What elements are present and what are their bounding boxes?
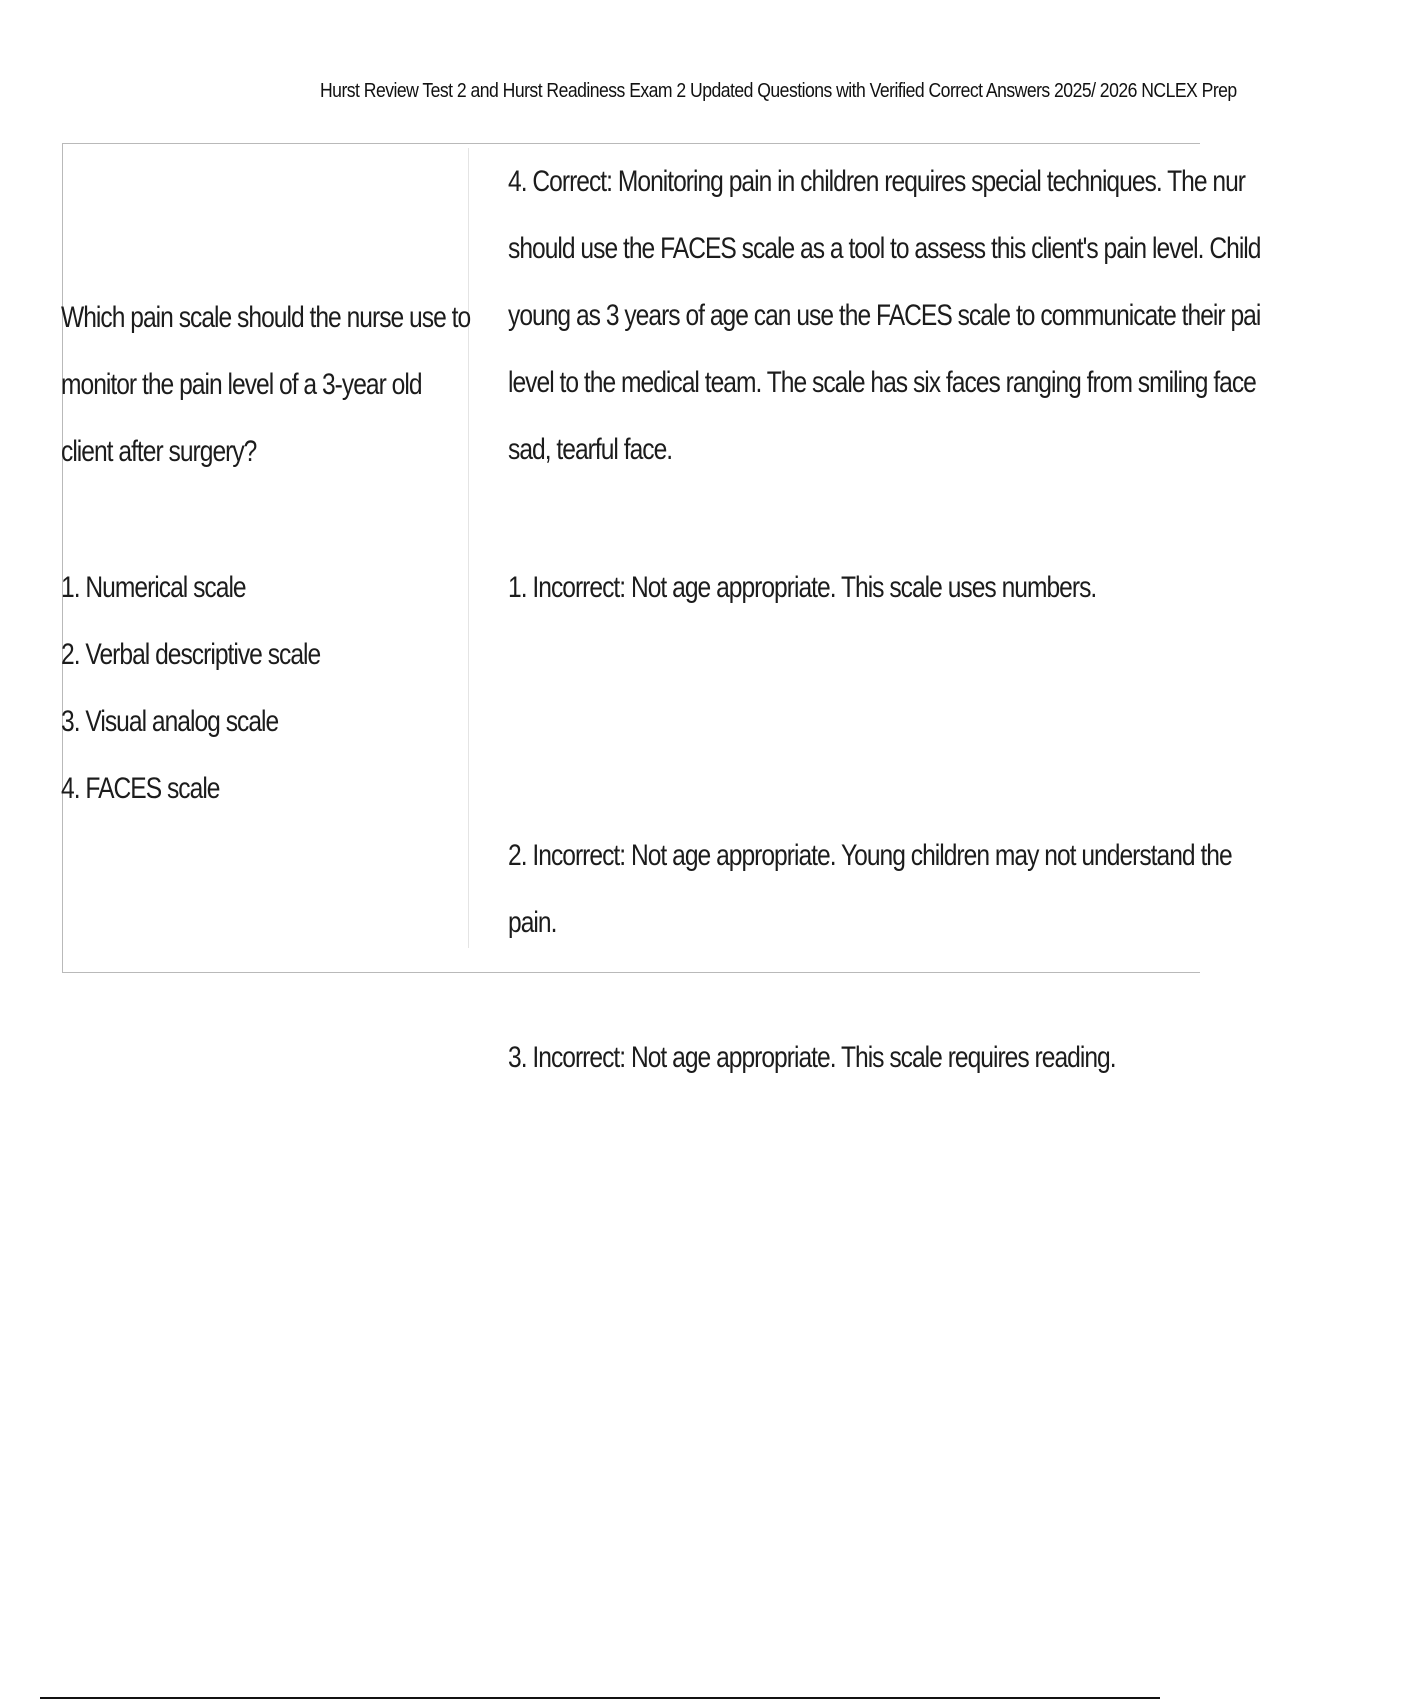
option-item: 4. FACES scale bbox=[61, 772, 220, 805]
option-item: 3. Visual analog scale bbox=[61, 705, 279, 738]
rationale-line: 2. Incorrect: Not age appropriate. Young children may not understand the bbox=[508, 839, 1232, 872]
rationale-line: pain. bbox=[508, 906, 557, 939]
column-divider bbox=[468, 148, 469, 948]
question-line: client after surgery? bbox=[61, 435, 257, 468]
page-header-title: Hurst Review Test 2 and Hurst Readiness Exam 2 Updated Questions with Verified Correct Answers 2025/ 2026 NCLEX Prep bbox=[320, 80, 1237, 102]
rationale-line: 3. Incorrect: Not age appropriate. This scale requires reading. bbox=[508, 1041, 1116, 1074]
question-answer-table bbox=[61, 143, 1261, 1074]
incorrect-rationale-3 bbox=[508, 1024, 1249, 1091]
answer-options-list bbox=[61, 554, 377, 822]
rationale-line: should use the FACES scale as a tool to assess this client's pain level. Child bbox=[508, 232, 1261, 265]
rationale-line: sad, tearful face. bbox=[508, 433, 673, 466]
rationale-line: 1. Incorrect: Not age appropriate. This scale uses numbers. bbox=[508, 571, 1097, 604]
option-item: 2. Verbal descriptive scale bbox=[61, 638, 321, 671]
incorrect-rationale-1 bbox=[508, 554, 1225, 621]
question-line: Which pain scale should the nurse use to bbox=[61, 301, 471, 334]
answer-cell bbox=[508, 144, 1408, 1074]
rationale-line: level to the medical team. The scale has six faces ranging from smiling face bbox=[508, 366, 1256, 399]
rationale-line: 4. Correct: Monitoring pain in children requires special techniques. The nur bbox=[508, 165, 1246, 198]
rationale-line: young as 3 years of age can use the FACES scale to communicate their pai bbox=[508, 299, 1261, 332]
question-line: monitor the pain level of a 3-year old bbox=[61, 368, 422, 401]
incorrect-rationale-2 bbox=[508, 822, 1391, 956]
option-item: 1. Numerical scale bbox=[61, 571, 246, 604]
question-cell bbox=[61, 144, 471, 972]
footer-divider bbox=[40, 1697, 1160, 1699]
correct-rationale bbox=[508, 148, 1426, 483]
question-stem bbox=[61, 284, 560, 485]
